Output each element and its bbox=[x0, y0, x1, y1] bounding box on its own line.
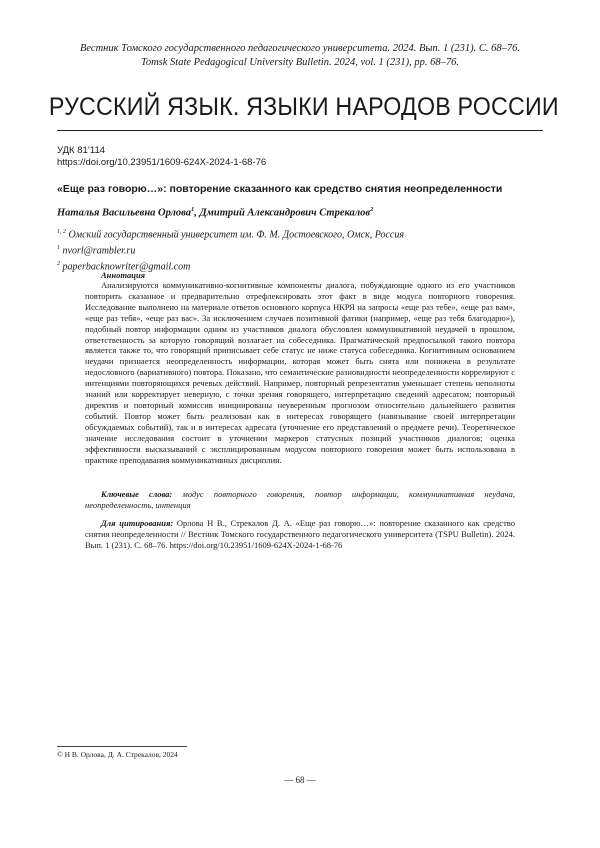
article-title: «Еще раз говорю…»: повторение сказанного как средство снятия неопределенности bbox=[57, 183, 503, 195]
section-title: РУССКИЙ ЯЗЫК. ЯЗЫКИ НАРОДОВ РОССИИ bbox=[48, 93, 559, 121]
affiliation-text: Омский государственный университет им. Ф. М. Достоевского, Омск, Россия bbox=[68, 229, 405, 241]
affiliation-mark: 1, 2 bbox=[57, 229, 66, 235]
author-name: Наталья Васильевна Орлова bbox=[57, 207, 191, 219]
authors-line bbox=[57, 206, 373, 219]
author-name: Дмитрий Александрович Стрекалов bbox=[199, 207, 371, 219]
affiliation-university bbox=[57, 226, 404, 242]
email-link[interactable]: paperbacknowriter@gmail.com bbox=[62, 260, 191, 272]
abstract-heading: Аннотация bbox=[101, 270, 146, 280]
author-affiliation-mark: 2 bbox=[370, 206, 374, 213]
doi-link[interactable]: https://doi.org/10.23951/1609-624X-2024-1-68-76 bbox=[57, 157, 267, 168]
udc-code: УДК 81’114 bbox=[57, 145, 106, 156]
section-divider bbox=[57, 130, 543, 131]
abstract-text: Анализируются коммуникативно-когнитивные компоненты диалога, побуждающие одного из его участников повторить сказанное и предварительно отрефлексировать этот факт в виде модуса повторного говорения. Исследование выполнено на материале ответов основного корпуса НКРЯ на запросы «еще раз тебе», «еще раз вам», «еще раз тебя», «еще раз вас». За исключением случаев позитивной фатики (например, «еще раз тебя благодарю»), подобный повтор информации одним из участников диалога обусловлен коммуникативной неудачей в прошлом, ответственность за которую говорящий возлагает на собеседника. Прагматической предпосылкой такого повтора является также то, что говорящий приписывает себе статус не ниже статуса собеседника. Когнитивным основанием неудачи признается неопределенность информации, которая может быть снята или понижена в результате недословного (вариативного) повтора. Показано, что семантические разновидности неопределенности коррелируют с интенциями повторяющихся речевых действий. Например, повторный репрезентатив уменьшает степень неполноты знаний или корректирует неверную, с точки зрения говорящего, интерпретацию сведений адресатом; повторный директив и повторный комиссив инициированы неуверенным прогнозом относительно дальнейшего развития событий. Повтор может быть реализован как в интересах говорящего (навязывание своей интерпретации обсуждаемых событий), так и в интересах адресата (уточнение его представлений о предмете речи). Теоретическое значение исследования состоит в уточнении маркеров статусных позиций участников диалогов; оценка эффективности высказываний с эксплицированным модусом повторного говорения может быть использована в практике преподавания коммуникативных дисциплин. bbox=[85, 280, 515, 465]
article-identifiers bbox=[57, 145, 266, 169]
keywords bbox=[85, 489, 515, 511]
keywords-label: Ключевые слова: bbox=[101, 489, 173, 499]
citation-text: Орлова Н В., Стрекалов Д. А. «Еще раз говорю…»: повторение сказанного как средство снятия неопределенности // Вестник Томского государственного педагогического университета (TSPU Bulletin). 2024. Вып. 1 (231). С. 68–76. https://doi.org/10.23951/1609-624X-2024-1-68-76 bbox=[85, 518, 515, 550]
keywords-text: модус повторного говорения, повтор информации, коммуникативная неудача, неопределенность, интенция bbox=[85, 489, 515, 510]
journal-citation-ru: Вестник Томского государственного педагогического университета. 2024. Вып. 1 (231). С. 68–76. bbox=[80, 43, 520, 54]
affiliation-email bbox=[57, 242, 404, 258]
affiliations bbox=[57, 226, 404, 273]
page-number: — 68 — bbox=[284, 775, 316, 785]
affiliation-mark: 1 bbox=[57, 244, 60, 251]
affiliation-mark: 2 bbox=[57, 260, 60, 267]
copyright-notice: © Н В. Орлова, Д. А. Стрекалов, 2024 bbox=[57, 750, 178, 759]
citation bbox=[85, 518, 515, 551]
journal-header bbox=[40, 42, 560, 70]
footnote-divider bbox=[57, 746, 187, 747]
author-separator: , bbox=[194, 207, 200, 219]
email-link[interactable]: nvorl@rambler.ru bbox=[62, 245, 136, 257]
citation-label: Для цитирования: bbox=[101, 518, 174, 528]
author-affiliation-mark: 1 bbox=[191, 206, 195, 213]
journal-citation-en: Tomsk State Pedagogical University Bulletin. 2024, vol. 1 (231), pp. 68–76. bbox=[140, 57, 460, 68]
